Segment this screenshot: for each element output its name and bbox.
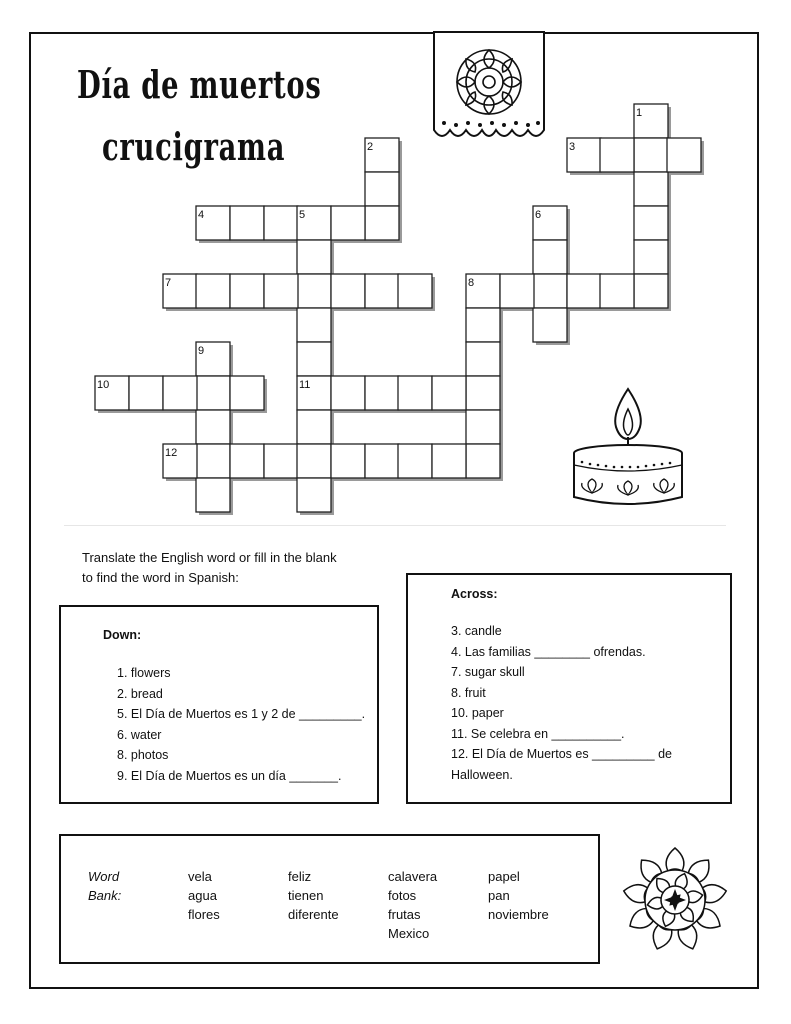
instructions: [82, 548, 382, 588]
grid-cell[interactable]: [163, 376, 197, 410]
grid-cell[interactable]: [466, 444, 500, 478]
grid-cell[interactable]: [297, 342, 331, 376]
down-clue: 6. water: [117, 727, 162, 742]
clue-number-11: 11: [299, 379, 311, 391]
down-clues-box: [59, 605, 379, 804]
grid-cell[interactable]: [196, 376, 230, 410]
grid-cell[interactable]: [297, 308, 331, 342]
down-title: Down:: [103, 628, 142, 642]
down-clue: 8. photos: [117, 748, 169, 762]
word-bank-word: calavera: [388, 869, 438, 884]
clue-number-2: 2: [367, 141, 374, 153]
grid-cell[interactable]: [432, 376, 466, 410]
down-clue: 5. El Día de Muertos es 1 y 2 de _________.: [117, 707, 366, 721]
word-bank-word: pan: [488, 888, 510, 903]
grid-cell[interactable]: [196, 410, 230, 444]
across-clue: 11. Se celebra en __________.: [451, 726, 625, 741]
candle-icon: [570, 385, 690, 510]
grid-cell[interactable]: [634, 240, 668, 274]
word-bank-word: frutas: [388, 907, 421, 922]
instructions-line-1: Translate the English word or fill in the blank: [82, 550, 337, 565]
across-clue: 4. Las familias ________ ofrendas.: [451, 644, 646, 659]
across-clue: 8. fruit: [451, 685, 486, 700]
down-clue: 2. bread: [117, 686, 163, 701]
grid-cell[interactable]: [533, 308, 567, 342]
clue-number-12: 12: [165, 447, 178, 459]
grid-cell[interactable]: [398, 444, 432, 478]
grid-cell[interactable]: [466, 308, 500, 342]
word-bank-label: [88, 867, 121, 905]
grid-cell[interactable]: [533, 240, 567, 274]
clue-number-4: 4: [198, 209, 205, 221]
grid-cell[interactable]: [365, 206, 399, 240]
across-title: Across:: [451, 587, 498, 601]
word-bank-label-line-2: Bank:: [88, 888, 122, 903]
word-bank-word: feliz: [288, 869, 312, 884]
grid-cell[interactable]: [365, 376, 399, 410]
clue-number-1: 1: [636, 107, 643, 119]
grid-cell[interactable]: [297, 478, 331, 512]
word-bank-box: [59, 834, 600, 964]
across-clues-box: [406, 573, 732, 804]
clue-number-5: 5: [299, 209, 306, 221]
grid-cell[interactable]: [264, 206, 298, 240]
grid-cell[interactable]: [466, 410, 500, 444]
word-bank-column-3: [388, 867, 437, 943]
grid-cell[interactable]: [500, 274, 534, 308]
word-bank-word: Mexico: [388, 926, 430, 941]
grid-cell[interactable]: [230, 274, 264, 308]
grid-cell[interactable]: [196, 478, 230, 512]
clue-number-9: 9: [198, 345, 205, 357]
grid-cell[interactable]: [567, 274, 601, 308]
word-bank-column-4: [488, 867, 549, 924]
down-clue: 9. El Día de Muertos es un día _______.: [117, 768, 342, 783]
word-bank-word: diferente: [288, 907, 339, 922]
grid-cell[interactable]: [297, 240, 331, 274]
grid-cell[interactable]: [533, 274, 567, 308]
word-bank-word: vela: [188, 869, 212, 884]
grid-cell[interactable]: [264, 274, 298, 308]
grid-cell[interactable]: [398, 376, 432, 410]
across-clue-list: [451, 621, 672, 785]
across-clue: Halloween.: [451, 767, 513, 782]
marigold-flower-icon: [620, 845, 730, 955]
grid-cell[interactable]: [398, 274, 432, 308]
grid-cell[interactable]: [466, 376, 500, 410]
grid-cell[interactable]: [600, 274, 634, 308]
grid-cell[interactable]: [365, 444, 399, 478]
grid-cell[interactable]: [297, 274, 331, 308]
clue-number-6: 6: [535, 209, 542, 221]
page-title-line-1: Día de muertos: [77, 62, 322, 107]
clue-number-3: 3: [569, 141, 576, 153]
word-bank-word: papel: [488, 869, 520, 884]
grid-cell[interactable]: [634, 206, 668, 240]
grid-cell[interactable]: [297, 444, 331, 478]
page-title-line-2: crucigrama: [102, 124, 286, 169]
section-divider: [64, 525, 726, 526]
down-clue-list: [117, 663, 365, 786]
word-bank-word: noviembre: [488, 907, 549, 922]
grid-cell[interactable]: [196, 444, 230, 478]
across-clue: 12. El Día de Muertos es _________ de: [451, 747, 672, 761]
grid-cell[interactable]: [600, 138, 634, 172]
grid-cell[interactable]: [667, 138, 701, 172]
grid-cell[interactable]: [466, 342, 500, 376]
word-bank-column-1: [188, 867, 220, 924]
word-bank-word: agua: [188, 888, 217, 903]
word-bank-label-line-1: Word: [88, 869, 120, 884]
down-clue: 1. flowers: [117, 666, 171, 680]
word-bank-word: tienen: [288, 888, 324, 903]
grid-cell[interactable]: [634, 172, 668, 206]
grid-cell[interactable]: [196, 274, 230, 308]
word-bank-word: fotos: [388, 888, 417, 903]
grid-cell[interactable]: [264, 444, 298, 478]
grid-cell[interactable]: [365, 172, 399, 206]
grid-cell[interactable]: [230, 206, 264, 240]
grid-cell[interactable]: [331, 444, 365, 478]
clue-number-10: 10: [97, 379, 110, 391]
across-clue: 3. candle: [451, 624, 502, 638]
grid-cell[interactable]: [432, 444, 466, 478]
instructions-line-2: to find the word in Spanish:: [82, 570, 239, 585]
grid-cell[interactable]: [230, 444, 264, 478]
grid-cell[interactable]: [230, 376, 264, 410]
across-clue: 10. paper: [451, 706, 504, 720]
grid-cell[interactable]: [129, 376, 163, 410]
grid-cell[interactable]: [331, 376, 365, 410]
across-clue: 7. sugar skull: [451, 665, 525, 679]
grid-cell[interactable]: [297, 410, 331, 444]
clue-number-7: 7: [165, 277, 172, 289]
grid-cell[interactable]: [331, 206, 365, 240]
grid-cell[interactable]: [634, 138, 668, 172]
grid-cell[interactable]: [365, 274, 399, 308]
word-bank-column-2: [288, 867, 339, 924]
clue-number-8: 8: [468, 277, 475, 289]
grid-cell[interactable]: [331, 274, 365, 308]
grid-cell[interactable]: [634, 274, 668, 308]
word-bank-word: flores: [188, 907, 220, 922]
